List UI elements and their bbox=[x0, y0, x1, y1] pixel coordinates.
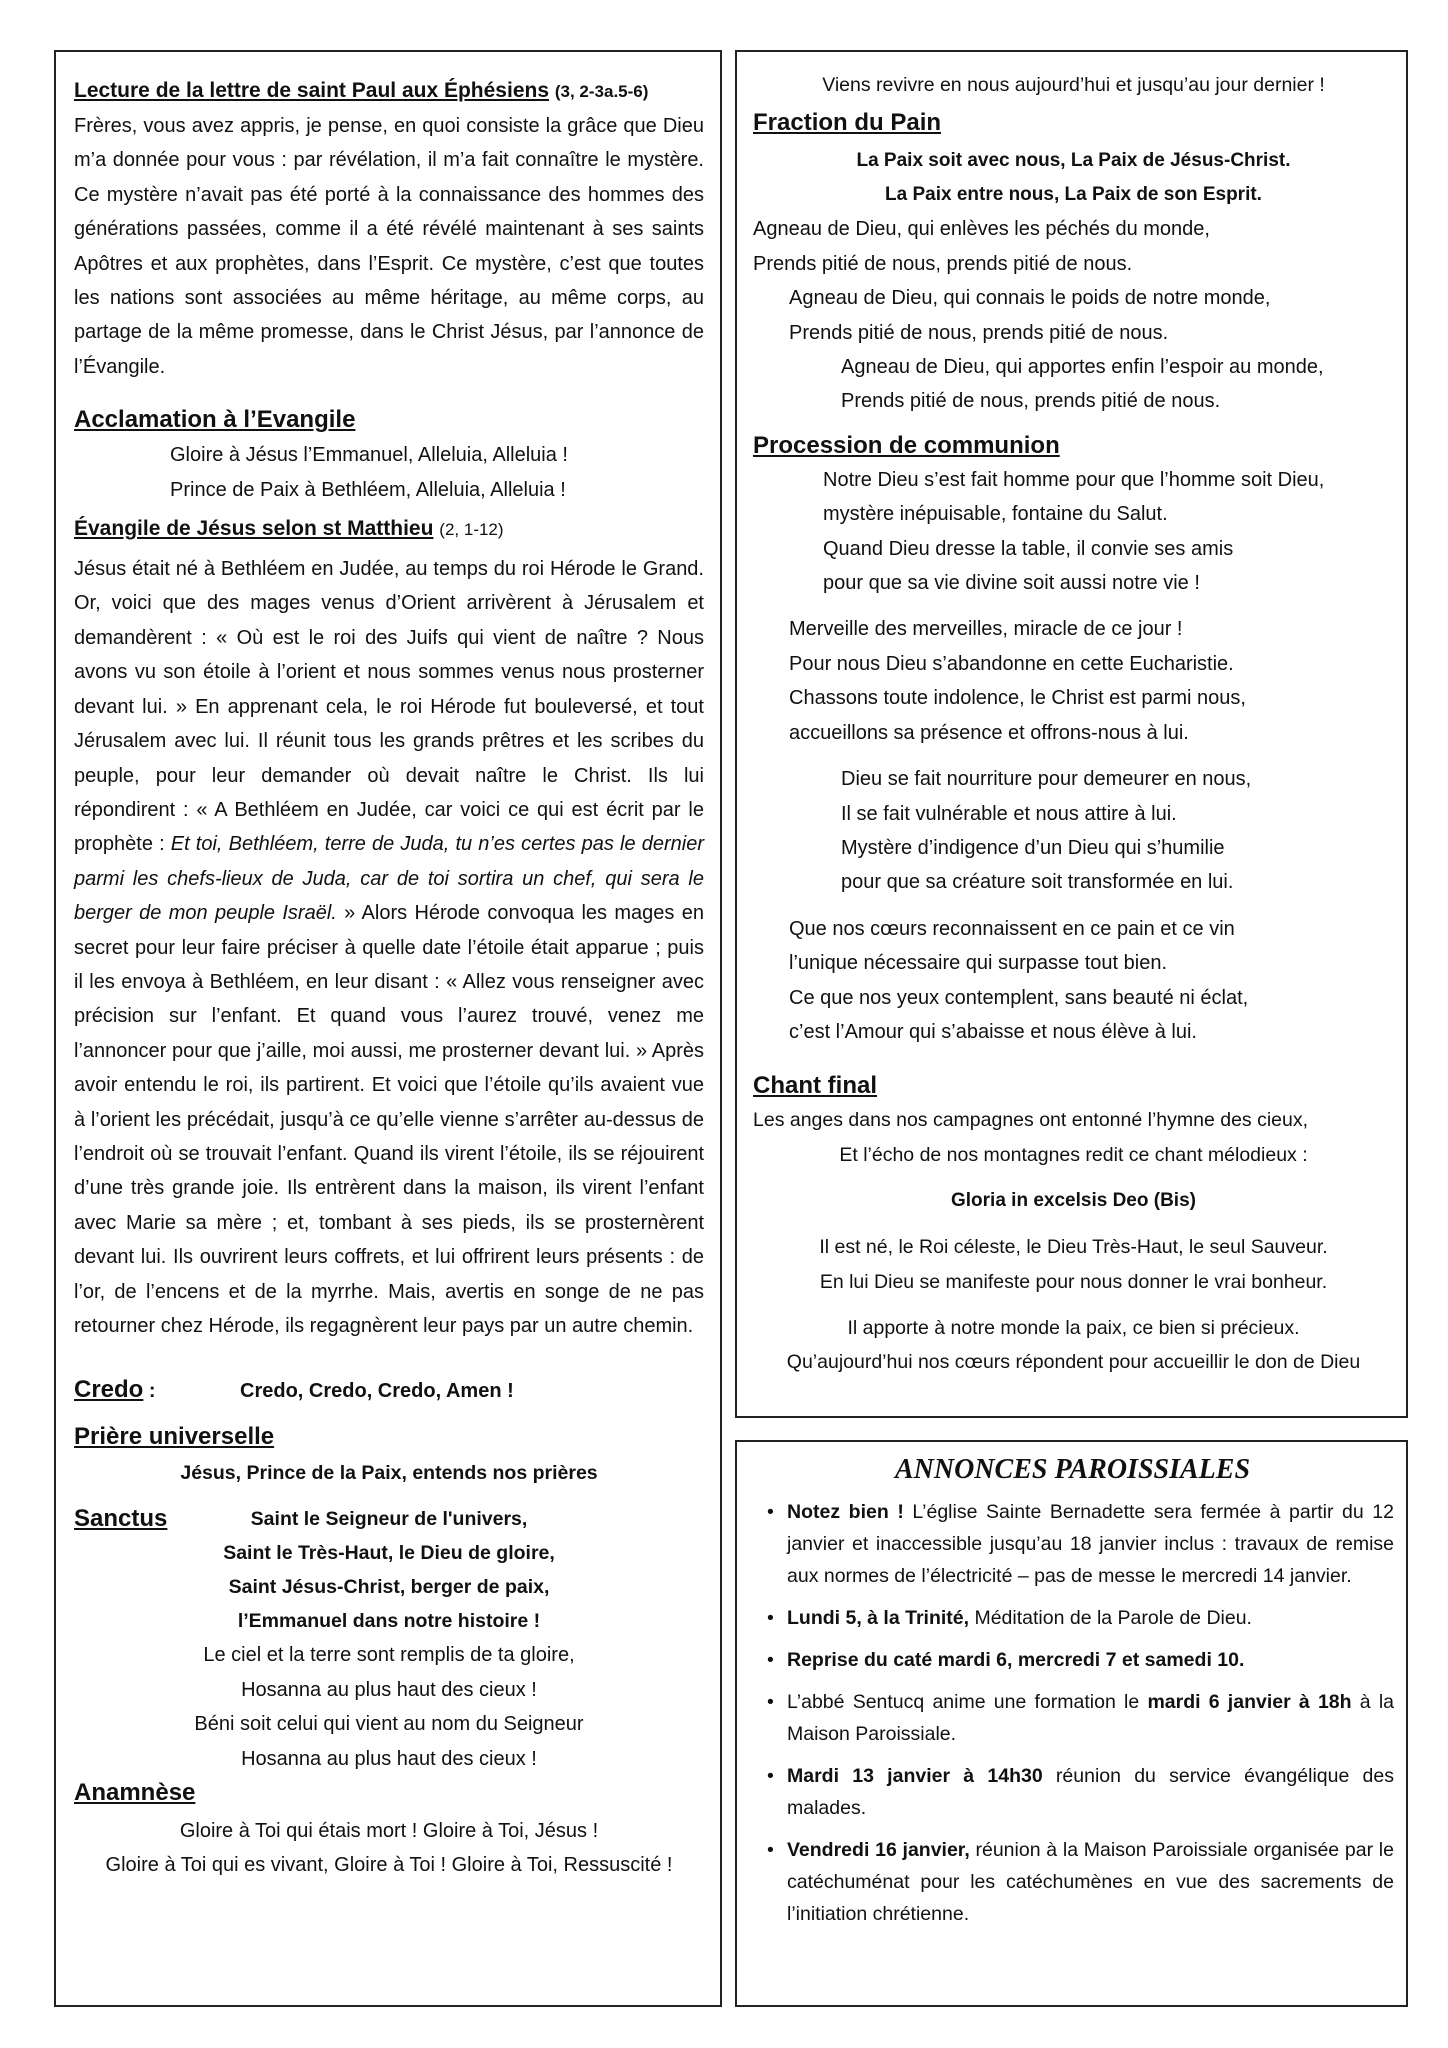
annonce-bold: Reprise du caté mardi 6, mercredi 7 et samedi 10. bbox=[787, 1649, 1245, 1671]
final-line-4: En lui Dieu se manifeste pour nous donner le vrai bonheur. bbox=[819, 1270, 1328, 1293]
final-line-6: Qu’aujourd’hui nos cœurs répondent pour accueillir le don de Dieu bbox=[786, 1351, 1361, 1374]
annonce-text: à la Maison Paroissiale. bbox=[787, 1691, 1395, 1745]
fraction-line-3: Agneau de Dieu, qui connais le poids de notre monde, bbox=[789, 287, 1271, 310]
sanctus-line-5: Le ciel et la terre sont remplis de ta gloire, bbox=[203, 1644, 575, 1667]
fraction-bold-1: La Paix soit avec nous, La Paix de Jésus-Christ. bbox=[856, 150, 1291, 172]
credo-row bbox=[74, 1373, 704, 1410]
sanctus-line-7: Béni soit celui qui vient au nom du Seigneur bbox=[194, 1713, 584, 1736]
annonce-text: réunion à la Maison Paroissiale organisée par le catéchuménat pour les catéchumènes en vue des sacrements de l’initiation chrétienne. bbox=[787, 1839, 1394, 1925]
acclamation-line-1: Gloire à Jésus l’Emmanuel, Alleluia, Alleluia ! bbox=[170, 444, 568, 467]
lecture-title: Lecture de la lettre de saint Paul aux Éphésiens bbox=[74, 79, 550, 102]
credo-text: Credo, Credo, Credo, Amen ! bbox=[240, 1380, 514, 1403]
final-refrain: Gloria in excelsis Deo (Bis) bbox=[951, 1190, 1196, 1212]
annonce-bold: mardi 6 janvier à 18h bbox=[1147, 1691, 1352, 1713]
evangile-text-2: » Alors Hérode convoqua les mages en secret pour leur faire préciser à quelle date l’étoile était apparue ; puis il les envoya à Bethléem, en leur disant : « Allez vous renseigner avec précision sur l’enfant. Et quand vous l’aurez trouvé, venez me l’annoncer pour que j’aille, moi aussi, me prosterner devant lui. » Après avoir entendu le roi, ils partirent. Et voici que l’étoile qu’ils avaient vue à l’orient les précédait, jusqu’à ce qu’elle vienne s’arrêter au-dessus de l’endroit où se trouvait l’enfant. Quand ils virent l’étoile, ils se réjouirent d’une très grande joie. Ils entrèrent dans la maison, ils virent l’enfant avec Marie sa mère ; et, tombant à ses pieds, ils se prosternèrent devant lui. Ils ouvrirent leurs coffrets, et lui offrirent leurs présents : de l’or, de l’encens et de la myrrhe. Mais, avertis en songe de ne pas retourner chez Hérode, ils regagnèrent leur pays par un autre chemin. bbox=[74, 902, 704, 1337]
stanza-line: pour que sa vie divine soit aussi notre vie ! bbox=[823, 572, 1200, 595]
left-panel bbox=[54, 50, 722, 2007]
sanctus-line-6: Hosanna au plus haut des cieux ! bbox=[241, 1678, 537, 1701]
final-line-3: Il est né, le Roi céleste, le Dieu Très-Haut, le seul Sauveur. bbox=[819, 1236, 1328, 1259]
procession-title: Procession de communion bbox=[753, 431, 1060, 459]
final-line-5: Il apporte à notre monde la paix, ce bien si précieux. bbox=[847, 1316, 1300, 1339]
viens-line: Viens revivre en nous aujourd’hui et jusqu’au jour dernier ! bbox=[822, 74, 1325, 96]
final-line-2: Et l’écho de nos montagnes redit ce chant mélodieux : bbox=[839, 1143, 1308, 1166]
annonces-title: ANNONCES PAROISSIALES bbox=[894, 1454, 1251, 1485]
sanctus-block bbox=[74, 1502, 704, 1776]
acclamation-title: Acclamation à l’Evangile bbox=[74, 406, 356, 434]
annonce-bold: Lundi 5, à la Trinité, bbox=[787, 1607, 970, 1629]
annonce-item bbox=[751, 1834, 1394, 1930]
anamnese-line-1: Gloire à Toi qui étais mort ! Gloire à Toi, Jésus ! bbox=[179, 1820, 599, 1843]
procession-stanza-3 bbox=[753, 762, 1394, 900]
annonce-text: L’abbé Sentucq anime une formation le bbox=[787, 1691, 1148, 1713]
evangile-citation: Et toi, Bethléem, terre de Juda, tu n’es certes pas le dernier parmi les chefs-lieux de Juda, car de toi sortira un chef, qui sera le berger de mon peuple Israël. bbox=[74, 833, 705, 925]
procession-stanza-1 bbox=[753, 463, 1394, 601]
stanza-line: Mystère d’indigence d’un Dieu qui s’humilie bbox=[841, 836, 1225, 859]
anamnese-title: Anamnèse bbox=[74, 1779, 196, 1807]
annonce-item bbox=[751, 1644, 1394, 1676]
procession-stanza-2 bbox=[753, 612, 1394, 750]
priere-text: Jésus, Prince de la Paix, entends nos prières bbox=[180, 1462, 598, 1485]
credo-title: Credo bbox=[74, 1376, 144, 1404]
evangile-text bbox=[74, 552, 704, 1343]
sanctus-bold-3: Saint Jésus-Christ, berger de paix, bbox=[228, 1576, 550, 1599]
anamnese-line-2: Gloire à Toi qui es vivant, Gloire à Toi ! Gloire à Toi, Ressuscité ! bbox=[105, 1854, 673, 1877]
procession-stanza-4 bbox=[753, 912, 1394, 1050]
lecture-heading bbox=[74, 76, 704, 107]
sanctus-title: Sanctus bbox=[74, 1505, 168, 1533]
stanza-line: Dieu se fait nourriture pour demeurer en nous, bbox=[841, 768, 1252, 791]
stanza-line: Il se fait vulnérable et nous attire à lui. bbox=[841, 802, 1177, 825]
annonce-item bbox=[751, 1496, 1394, 1592]
final-line-1: Les anges dans nos campagnes ont entonné l’hymne des cieux, bbox=[753, 1109, 1309, 1132]
annonce-item bbox=[751, 1686, 1394, 1750]
stanza-line: Ce que nos yeux contemplent, sans beauté ni éclat, bbox=[789, 986, 1249, 1009]
acclamation-line-2: Prince de Paix à Bethléem, Alleluia, Alleluia ! bbox=[170, 478, 566, 501]
stanza-line: Que nos cœurs reconnaissent en ce pain et ce vin bbox=[789, 917, 1235, 940]
annonce-bold: Mardi 13 janvier à 14h30 bbox=[787, 1765, 1043, 1787]
stanza-line: c’est l’Amour qui s’abaisse et nous élève à lui. bbox=[789, 1020, 1197, 1043]
annonce-bold: Notez bien ! bbox=[787, 1501, 904, 1523]
stanza-line: Pour nous Dieu s’abandonne en cette Eucharistie. bbox=[789, 652, 1234, 675]
chant-final-title: Chant final bbox=[753, 1072, 877, 1100]
fraction-line-4: Prends pitié de nous, prends pitié de nous. bbox=[789, 321, 1169, 344]
evangile-title: Évangile de Jésus selon st Matthieu bbox=[74, 517, 434, 541]
fraction-line-5: Agneau de Dieu, qui apportes enfin l’espoir au monde, bbox=[841, 356, 1324, 379]
stanza-line: pour que sa créature soit transformée en lui. bbox=[841, 871, 1234, 894]
lecture-text: Frères, vous avez appris, je pense, en quoi consiste la grâce que Dieu m’a donnée pour vous : par révélation, il m’a fait connaître le mystère. Ce mystère n’avait pas été porté à la connaissance des hommes des générations passées, comme il a été révélé maintenant à ses saints Apôtres et aux prophètes, dans l’Esprit. Ce mystère, c’est que toutes les nations sont associées au même héritage, au même corps, au partage de la même promesse, dans le Christ Jésus, par l’annonce de l’Évangile. bbox=[74, 115, 704, 378]
fraction-bold-2: La Paix entre nous, La Paix de son Esprit. bbox=[885, 184, 1262, 206]
stanza-line: Notre Dieu s’est fait homme pour que l’homme soit Dieu, bbox=[823, 468, 1325, 491]
stanza-line: mystère inépuisable, fontaine du Salut. bbox=[823, 503, 1168, 526]
evangile-text-1: Jésus était né à Bethléem en Judée, au temps du roi Hérode le Grand. Or, voici que des mages venus d’Orient arrivèrent à Jérusalem et demandèrent : « Où est le roi des Juifs qui vient de naître ? Nous avons vu son étoile à l’orient et nous sommes venus nous prosterner devant lui. » En apprenant cela, le roi Hérode fut bouleversé, et tout Jérusalem avec lui. Il réunit tous les grands prêtres et les scribes du peuple, pour leur demander où devait naître le Christ. Ils lui répondirent : « A Bethléem en Judée, car voici ce qui est écrit par le prophète : bbox=[74, 558, 704, 856]
sanctus-bold-2: Saint le Très-Haut, le Dieu de gloire, bbox=[223, 1542, 555, 1565]
stanza-line: accueillons sa présence et offrons-nous à lui. bbox=[789, 721, 1189, 744]
annonce-text: Méditation de la Parole de Dieu. bbox=[969, 1607, 1252, 1629]
sanctus-line-8: Hosanna au plus haut des cieux ! bbox=[241, 1747, 537, 1770]
fraction-line-6: Prends pitié de nous, prends pitié de nous. bbox=[841, 390, 1221, 413]
fraction-line-1: Agneau de Dieu, qui enlèves les péchés du monde, bbox=[753, 218, 1210, 241]
annonce-text: L’église Sainte Bernadette sera fermée à partir du 12 janvier et inaccessible jusqu’au 18 janvier inclus : travaux de remise aux normes de l’électricité – pas de messe le mercredi 14 janvier. bbox=[787, 1501, 1394, 1587]
priere-title: Prière universelle bbox=[74, 1423, 275, 1451]
fraction-title: Fraction du Pain bbox=[753, 109, 942, 137]
fraction-line-2: Prends pitié de nous, prends pitié de nous. bbox=[753, 252, 1133, 275]
credo-colon: : bbox=[143, 1380, 156, 1403]
sanctus-bold-4: l’Emmanuel dans notre histoire ! bbox=[237, 1610, 541, 1633]
annonce-item bbox=[751, 1602, 1394, 1634]
stanza-line: Quand Dieu dresse la table, il convie ses amis bbox=[823, 537, 1234, 560]
stanza-line: Merveille des merveilles, miracle de ce jour ! bbox=[789, 618, 1183, 641]
stanza-line: Chassons toute indolence, le Christ est parmi nous, bbox=[789, 687, 1246, 710]
evangile-ref: (2, 1-12) bbox=[439, 520, 504, 540]
evangile-heading bbox=[74, 513, 704, 546]
annonce-bold: Vendredi 16 janvier, bbox=[787, 1839, 970, 1861]
sanctus-bold-1: Saint le Seigneur de l'univers, bbox=[250, 1508, 528, 1531]
right-top-panel bbox=[735, 50, 1408, 1418]
annonce-item bbox=[751, 1760, 1394, 1824]
stanza-line: l’unique nécessaire qui surpasse tout bien. bbox=[789, 952, 1168, 975]
annonces-panel bbox=[735, 1440, 1408, 2007]
lecture-ref: (3, 2-3a.5-6) bbox=[554, 82, 649, 101]
annonce-text: réunion du service évangélique des malades. bbox=[787, 1765, 1394, 1819]
